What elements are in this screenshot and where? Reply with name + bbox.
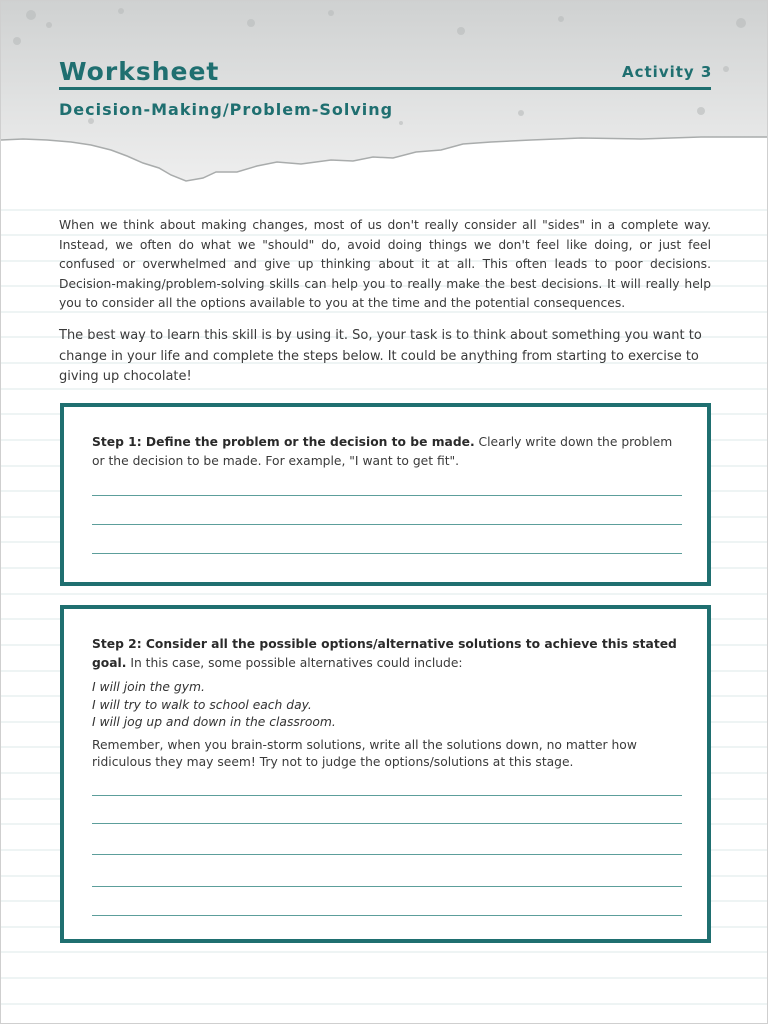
title-underline — [59, 87, 711, 90]
step-1-instructions — [92, 433, 684, 471]
step-2-reminder: Remember, when you brain-storm solutions, write all the solutions down, no matter how ridiculous they may seem! Try not to judge the options/solutions at this stage. — [92, 738, 637, 769]
step-2-instructions — [92, 635, 684, 673]
step-2-box — [60, 605, 711, 943]
step-2-writing-line-2[interactable] — [92, 823, 682, 824]
step-2-writing-line-3[interactable] — [92, 854, 682, 855]
step-2-examples — [92, 679, 684, 732]
intro-paragraph-1: When we think about making changes, most of us don't really consider all "sides" in a complete way. Instead, we often do what we "should" do, avoid doing things we don't feel like doing, or just feel confused or overwhelmed and give up thinking about it at all. This often leads to poor decisions. Decision-making/problem-solving skills can help you to really make the best decisions. It will really help you to consider all the options available to you at the time and the potential consequences. — [59, 218, 711, 310]
example-item: I will join the gym. — [92, 680, 205, 694]
step-1-writing-line-2[interactable] — [92, 524, 682, 525]
step-1-text: Clearly write down the problem or the decision to be made. For example, "I want to get fit". — [92, 435, 673, 468]
step-2-writing-line-5[interactable] — [92, 915, 682, 916]
intro-paragraph-2: The best way to learn this skill is by using it. So, your task is to think about something you want to change in your life and complete the steps below. It could be anything from starting to exercise to giving up chocolate! — [59, 328, 702, 384]
step-2-heading: Step 2: Consider all the possible options/alternative solutions to achieve this stated goal. — [92, 637, 677, 670]
step-2-text: In this case, some possible alternatives could include: — [126, 656, 463, 670]
activity-number: Activity 3 — [622, 63, 713, 81]
step-1-writing-line-1[interactable] — [92, 495, 682, 496]
step-1-writing-line-3[interactable] — [92, 553, 682, 554]
step-1-heading: Step 1: Define the problem or the decision to be made. — [92, 435, 475, 449]
page-title: Worksheet — [59, 57, 220, 86]
header-torn-paper — [1, 1, 767, 191]
example-item: I will jog up and down in the classroom. — [92, 715, 336, 729]
step-2-writing-line-1[interactable] — [92, 795, 682, 796]
example-item: I will try to walk to school each day. — [92, 697, 312, 712]
step-1-box — [60, 403, 711, 586]
step-2-writing-line-4[interactable] — [92, 886, 682, 887]
page-subtitle: Decision-Making/Problem-Solving — [59, 100, 394, 119]
